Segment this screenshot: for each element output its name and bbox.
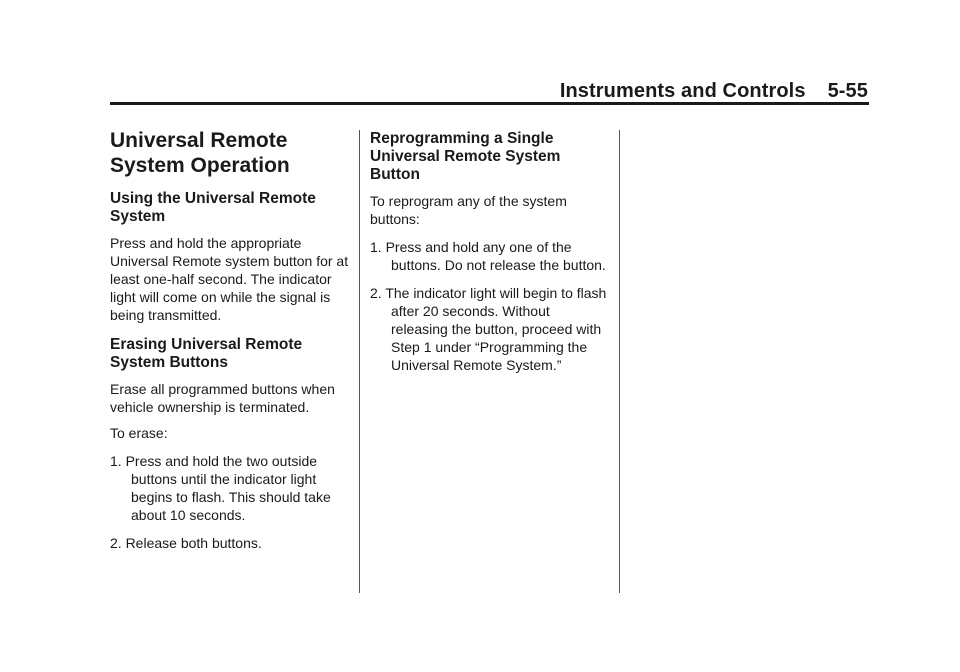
- page-number: 5-55: [827, 80, 868, 102]
- column-left: [110, 123, 350, 552]
- page-title: Universal Remote System Operation: [110, 129, 290, 177]
- erase-steps-list: [110, 452, 350, 552]
- column-divider: [359, 130, 360, 593]
- header-rule: [110, 102, 869, 105]
- list-item: 1. Press and hold the two outside buttons until the indicator light begins to flash. This should take about 10 seconds.: [110, 453, 331, 523]
- heading-using-universal-remote: Using the Universal Remote System: [110, 190, 316, 225]
- running-header: [560, 80, 868, 103]
- reprogram-steps-list: [370, 238, 610, 374]
- list-item: 1. Press and hold any one of the buttons. Do not release the button.: [370, 239, 606, 273]
- column-middle: [370, 123, 610, 374]
- paragraph-to-erase: To erase:: [110, 425, 168, 441]
- section-title: Instruments and Controls: [559, 80, 806, 102]
- list-item: 2. The indicator light will begin to flash after 20 seconds. Without releasing the button, proceed with Step 1 under “Programming the Universal Remote System.”: [370, 285, 607, 373]
- paragraph-erasing-buttons: Erase all programmed buttons when vehicle ownership is terminated.: [110, 381, 335, 415]
- list-item: 2. Release both buttons.: [110, 535, 262, 551]
- heading-reprogramming-button: Reprogramming a Single Universal Remote System Button: [370, 130, 561, 183]
- heading-erasing-buttons: Erasing Universal Remote System Buttons: [110, 336, 303, 371]
- paragraph-using-universal-remote: Press and hold the appropriate Universal Remote system button for at least one-half second. The indicator light will come on while the signal is being transmitted.: [110, 235, 349, 323]
- paragraph-reprogramming-intro: To reprogram any of the system buttons:: [370, 193, 567, 227]
- column-divider: [619, 130, 620, 593]
